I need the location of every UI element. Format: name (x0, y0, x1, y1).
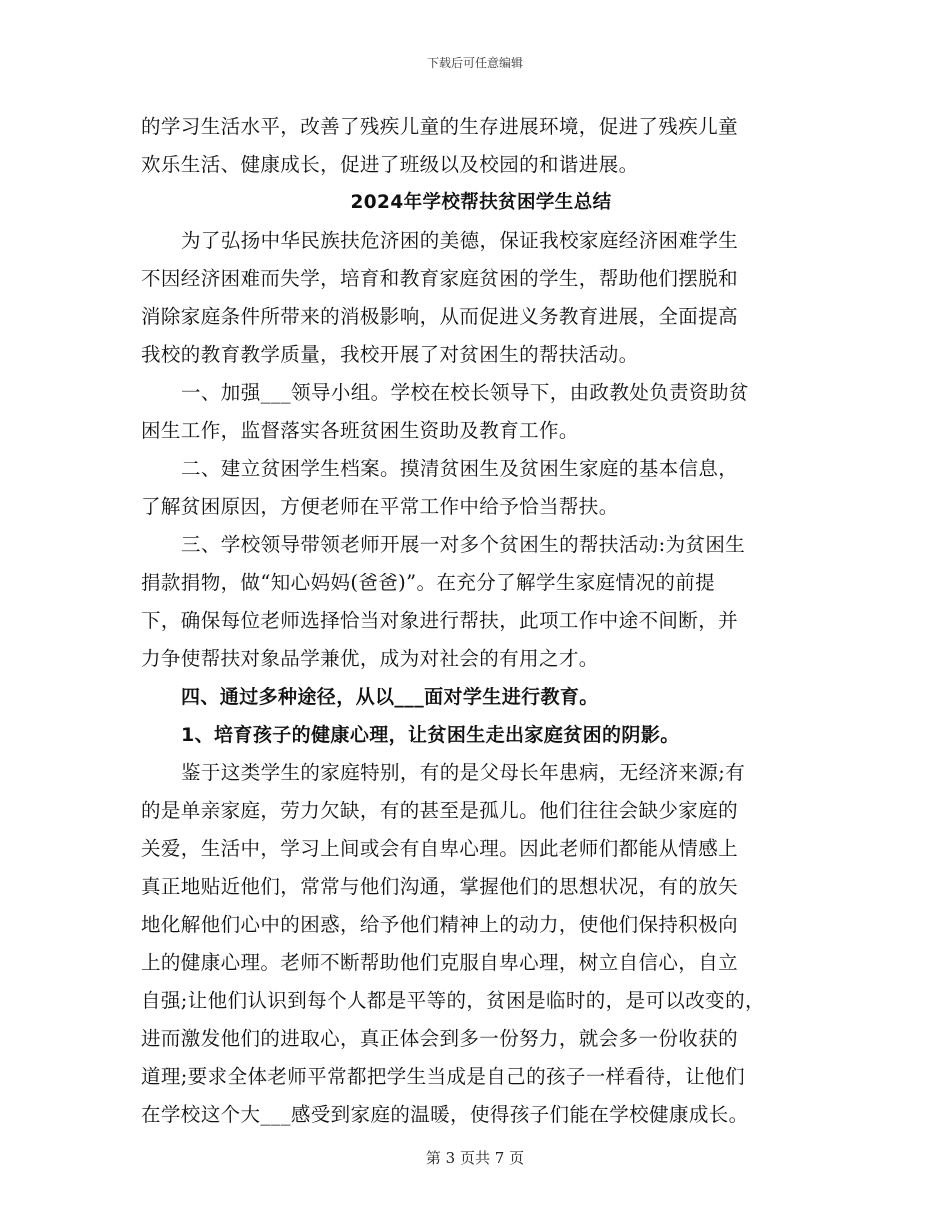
text-line: 了解贫困原因，方便老师在平常工作中给予恰当帮扶。 (141, 495, 619, 518)
text-line: 真正地贴近他们，常常与他们沟通，掌握他们的思想状况，有的放矢 (141, 875, 739, 898)
text-line: 为了弘扬中华民族扶危济困的美德，保证我校家庭经济困难学生 (181, 229, 739, 252)
document-body (141, 108, 811, 1134)
page-header-note: 下载后可任意编辑 (426, 56, 523, 70)
text-line: 的学习生活水平，改善了残疾儿童的生存进展环境，促进了残疾儿童 (141, 115, 739, 138)
text-line: 关爱，生活中，学习上间或会有自卑心理。因此老师们都能从情感上 (141, 837, 739, 860)
text-line: 上的健康心理。老师不断帮助他们克服自卑心理，树立自信心，自立 (141, 951, 739, 974)
text-line: 消除家庭条件所带来的消极影响，从而促进义务教育进展，全面提高 (141, 305, 739, 328)
text-line: 二、建立贫困学生档案。摸清贫困生及贫困生家庭的基本信息， (181, 457, 739, 480)
text-line: 自强;让他们认识到每个人都是平等的，贫困是临时的，是可以改变的， (141, 989, 765, 1012)
text-line: 困生工作，监督落实各班贫困生资助及教育工作。 (141, 419, 579, 442)
text-line: 力争使帮扶对象品学兼优，成为对社会的有用之才。 (141, 647, 599, 670)
text-line: 一、加强___领导小组。学校在校长领导下，由政教处负责资助贫 (181, 381, 749, 404)
page-number: 第 3 页共 7 页 (425, 1149, 525, 1167)
text-line: 鉴于这类学生的家庭特别，有的是父母长年患病，无经济来源;有 (181, 761, 746, 784)
text-line: 的是单亲家庭，劳力欠缺，有的甚至是孤儿。他们往往会缺少家庭的 (141, 799, 739, 822)
text-line: 在学校这个大___感受到家庭的温暖，使得孩子们能在学校健康成长。 (141, 1103, 749, 1126)
text-line: 三、学校领导带领老师开展一对多个贫困生的帮扶活动:为贫困生 (181, 533, 746, 556)
text-line: 地化解他们心中的困惑，给予他们精神上的动力，使他们保持积极向 (141, 913, 739, 936)
section-heading: 四、通过多种途径，从以___面对学生进行教育。 (181, 686, 599, 708)
text-line: 欢乐生活、健康成长，促进了班级以及校园的和谐进展。 (141, 153, 639, 176)
text-line: 道理;要求全体老师平常都把学生当成是自己的孩子一样看待，让他们 (141, 1065, 745, 1088)
text-line: 捐款捐物，做“知心妈妈(爸爸)”。在充分了解学生家庭情况的前提 (141, 571, 716, 594)
text-line: 进而激发他们的进取心，真正体会到多一份努力，就会多一份收获的 (141, 1027, 739, 1050)
text-line: 下，确保每位老师选择恰当对象进行帮扶，此项工作中途不间断，并 (141, 609, 739, 632)
sub-heading: 1、培育孩子的健康心理，让贫困生走出家庭贫困的阴影。 (181, 724, 680, 746)
section-title: 2024年学校帮扶贫困学生总结 (350, 192, 612, 213)
text-line: 我校的教育教学质量，我校开展了对贫困生的帮扶活动。 (141, 343, 639, 366)
text-line: 不因经济困难而失学，培育和教育家庭贫困的学生，帮助他们摆脱和 (141, 267, 739, 290)
